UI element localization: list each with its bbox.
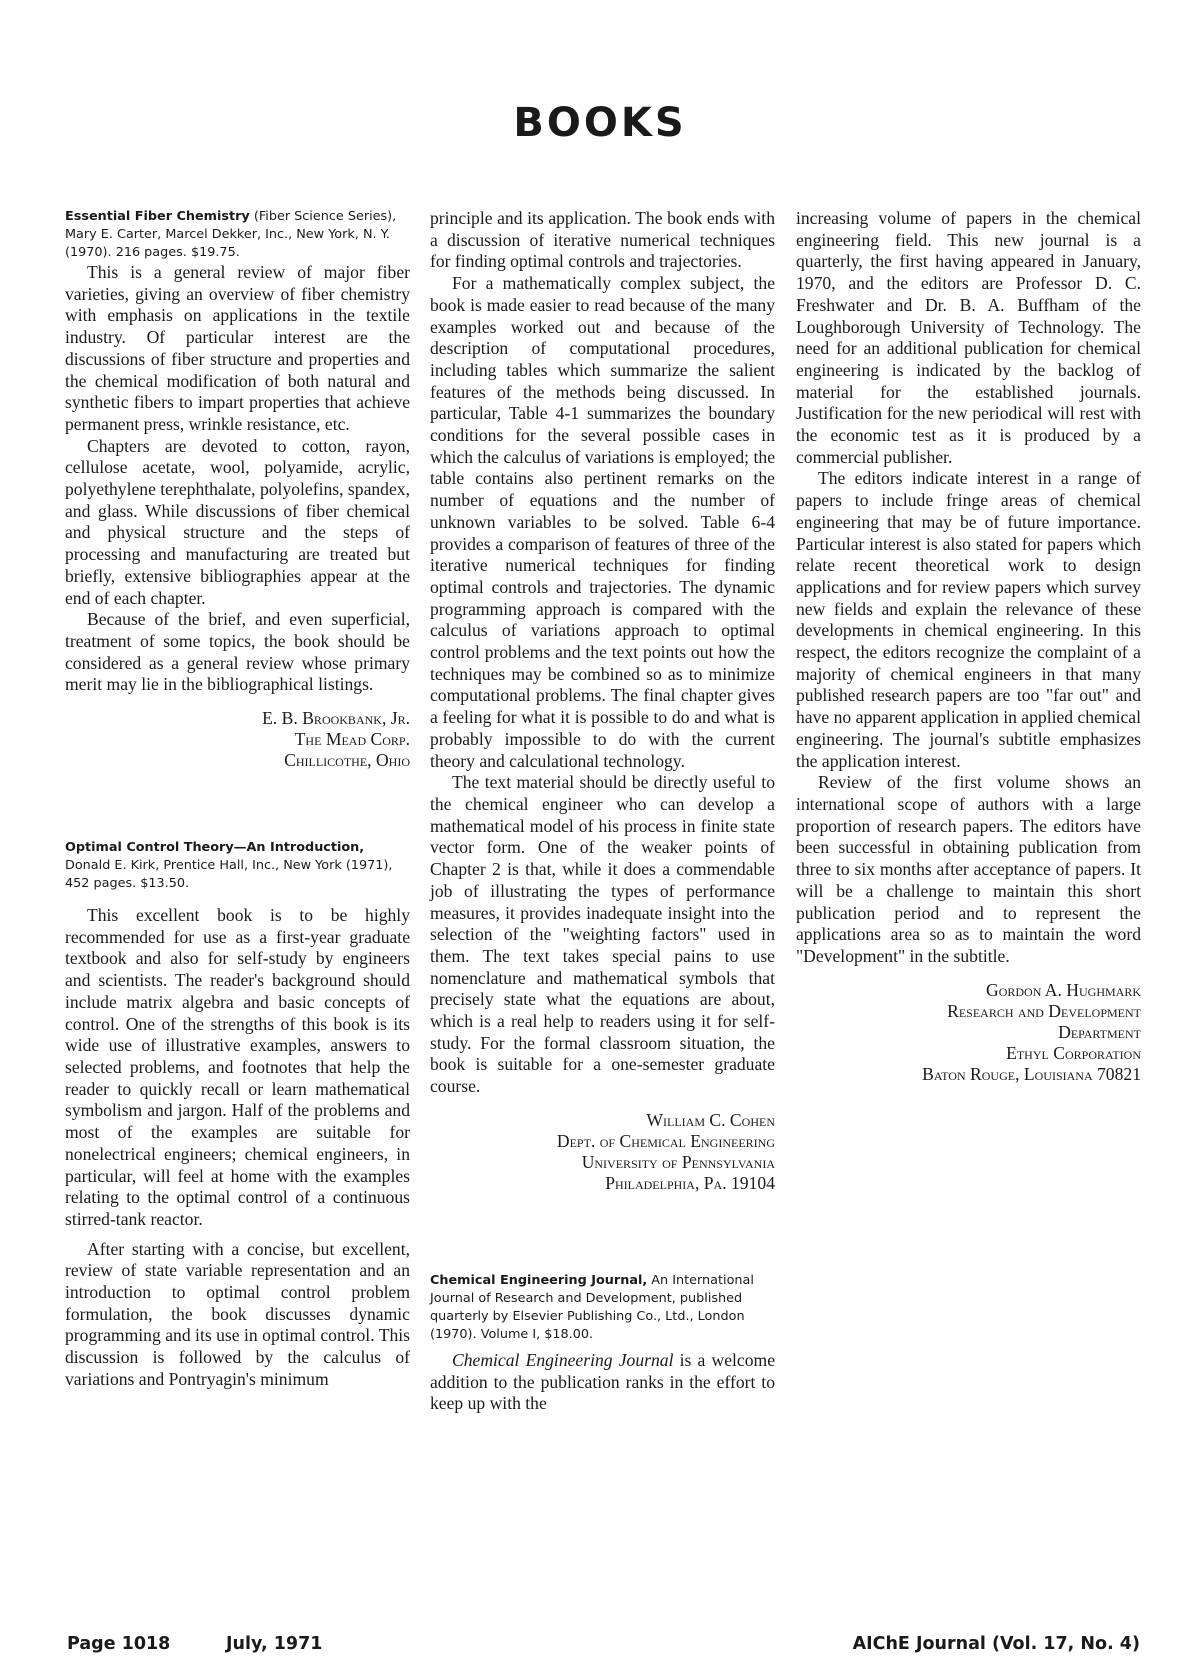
review-2-paragraph: After starting with a concise, but excellent, review of state variable representation and an introduction to optimal control problem formulation, the book discusses dynamic programming and its use in optimal control. This discussion is followed by the calculus of variations and Pontryagin's minimum <box>65 1238 410 1389</box>
review-3-paragraph-text: is a welcome addition to the publication ranks in the effort to keep up with the <box>430 1349 775 1414</box>
reviewer-name: Gordon A. Hughmark <box>985 979 1141 1000</box>
journal-name: Chemical Engineering Journal <box>452 1349 674 1370</box>
reviewer-affiliation: Ethyl Corporation <box>1006 1042 1141 1063</box>
reviewer-location: Chillicothe, Ohio <box>284 750 410 771</box>
review-2-paragraph: For a mathematically complex subject, the book is made easier to read because of the many examples worked out and because of the description of computational procedures, including tables which summarize the salient features of the methods being discussed. In particular, Table 4-1 summarizes the boundary conditions for the several possible cases in which the calculus of variations is employed; the table contains also pertinent remarks on the number of equations and the number of unknown variables to be solved. Table 6-4 provides a comparison of features of three of the iterative numerical techniques for finding optimal controls and trajectories. The dynamic programming approach is compared with the calculus of variations approach to optimal control problems and the text points out how the techniques may be combined so as to minimize computational problems. The final chapter gives a feeling for what it is possible to do and what is probably impossible to do with the current theory and calculational technology. <box>430 273 775 771</box>
review-3-citation: An International Journal of Research and Development, published quarterly by Elsevier Publishing Co., Ltd., London (1970). Volume I, $18.00. <box>430 1272 754 1342</box>
review-2-paragraph: The text material should be directly useful to the chemical engineer who can develop a mathematical model of his process in finite state vector form. One of the weaker points of Chapter 2 is that, while it does a commendable job of illustrating the types of performance measures, it provides inadequate insight into the selection of the "weighting factors" used in them. The text takes special pains to use nomenclature and mathematical symbols that precisely state what the equations are about, which is a real help to readers using it for self-study. For the formal classroom situation, the book is suitable for a one-semester graduate course. <box>430 772 775 1097</box>
reviewer-name: E. B. Brookbank, Jr. <box>262 708 410 729</box>
review-2-citation: Donald E. Kirk, Prentice Hall, Inc., New York (1971), 452 pages. $13.50. <box>65 858 393 892</box>
reviewer-affiliation: University of Pennsylvania <box>581 1151 775 1172</box>
reviewer-affiliation: The Mead Corp. <box>294 729 410 750</box>
review-1-citation: (Fiber Science Series), Mary E. Carter, Marcel Dekker, Inc., New York, N. Y. (1970). 216 pages. $19.75. <box>65 209 397 260</box>
review-2-reviewer <box>430 1110 775 1194</box>
column-1 <box>65 208 410 1391</box>
reviewer-location: Baton Rouge, Louisiana 70821 <box>922 1063 1141 1084</box>
reviewer-name: William C. Cohen <box>646 1109 775 1130</box>
review-3-paragraph <box>430 1350 775 1415</box>
review-1-paragraph: Because of the brief, and even superficial, treatment of some topics, the book should be considered as a general review whose primary merit may lie in the bibliographical listings. <box>65 609 410 695</box>
footer-journal: AIChE Journal (Vol. 17, No. 4) <box>852 1634 1140 1654</box>
review-1-paragraph: This is a general review of major fiber varieties, giving an overview of fiber chemistry with emphasis on applications in the textile industry. Of particular interest are the discussions of fiber structure and properties and the chemical modification of both natural and synthetic fibers to impart properties that achieve permanent press, wrinkle resistance, etc. <box>65 262 410 434</box>
review-2-book-title: Optimal Control Theory—An Introduction, <box>65 840 365 856</box>
review-2-heading <box>65 839 410 893</box>
review-3-book-title: Chemical Engineering Journal, <box>430 1272 648 1288</box>
review-1-reviewer <box>65 708 410 771</box>
reviewer-department: Department <box>1058 1021 1141 1042</box>
review-3-paragraph: The editors indicate interest in a range of papers to include fringe areas of chemical engineering that may be of future importance. Particular interest is also stated for papers which relate recent theoretical work to design applications and for review papers which survey new fields and explain the relevance of these developments in chemical engineering. In this respect, the editors recognize the complaint of a majority of chemical engineers in that many published research papers are too "far out" and have no apparent application in applied chemical engineering. The journal's subtitle emphasizes the application interest. <box>796 468 1141 771</box>
review-3-heading <box>430 1272 775 1344</box>
column-3 <box>796 208 1141 1085</box>
review-3-reviewer <box>796 980 1141 1085</box>
review-1-paragraph: Chapters are devoted to cotton, rayon, cellulose acetate, wool, polyamide, acrylic, polyethylene terephthalate, polyolefins, spandex, and glass. While discussions of fiber chemical and physical structure and the steps of processing and manufacturing are treated but briefly, extensive bibliographies appear at the end of each chapter. <box>65 435 410 608</box>
footer-page-number: Page 1018 <box>67 1634 171 1654</box>
review-3-paragraph: increasing volume of papers in the chemical engineering field. This new journal is a quarterly, the first having appeared in January, 1970, and the editors are Professor D. C. Freshwater and Dr. B. A. Buffham of the Loughborough University of Technology. The need for an additional publication for chemical engineering is indicated by the backlog of material for the established journals. Justification for the new periodical will rest with the economic test as it is produced by a commercial publisher. <box>796 208 1141 467</box>
reviewer-department: Research and Development <box>947 1000 1141 1021</box>
column-2 <box>430 208 775 1415</box>
review-1-heading <box>65 208 410 262</box>
reviewer-location: Philadelphia, Pa. 19104 <box>605 1172 775 1193</box>
page-title: BOOKS <box>513 100 687 146</box>
review-1-book-title: Essential Fiber Chemistry <box>65 209 250 224</box>
reviewer-department: Dept. of Chemical Engineering <box>556 1130 775 1151</box>
footer-date: July, 1971 <box>226 1634 323 1654</box>
review-2-paragraph: principle and its application. The book ends with a discussion of iterative numerical techniques for finding optimal controls and trajectories. <box>430 208 775 272</box>
review-3-paragraph: Review of the first volume shows an international scope of authors with a large proportion of research papers. The editors have been successful in obtaining publication from three to six months after acceptance of papers. It will be a challenge to maintain this short publication period and to represent the applications area so as to maintain the word "Development" in the subtitle. <box>796 772 1141 966</box>
review-2-paragraph: This excellent book is to be highly recommended for use as a first-year graduate textbook and also for self-study by engineers and scientists. The reader's background should include matrix algebra and basic concepts of control. One of the strengths of this book is its wide use of illustrative examples, answers to selected problems, and footnotes that help the reader to quickly recall or learn mathematical symbolism and jargon. Half of the problems and most of the examples are suitable for nonelectrical engineers; chemical engineers, in particular, will feel at home with the examples relating to the optimal control of a continuous stirred-tank reactor. <box>65 905 410 1229</box>
